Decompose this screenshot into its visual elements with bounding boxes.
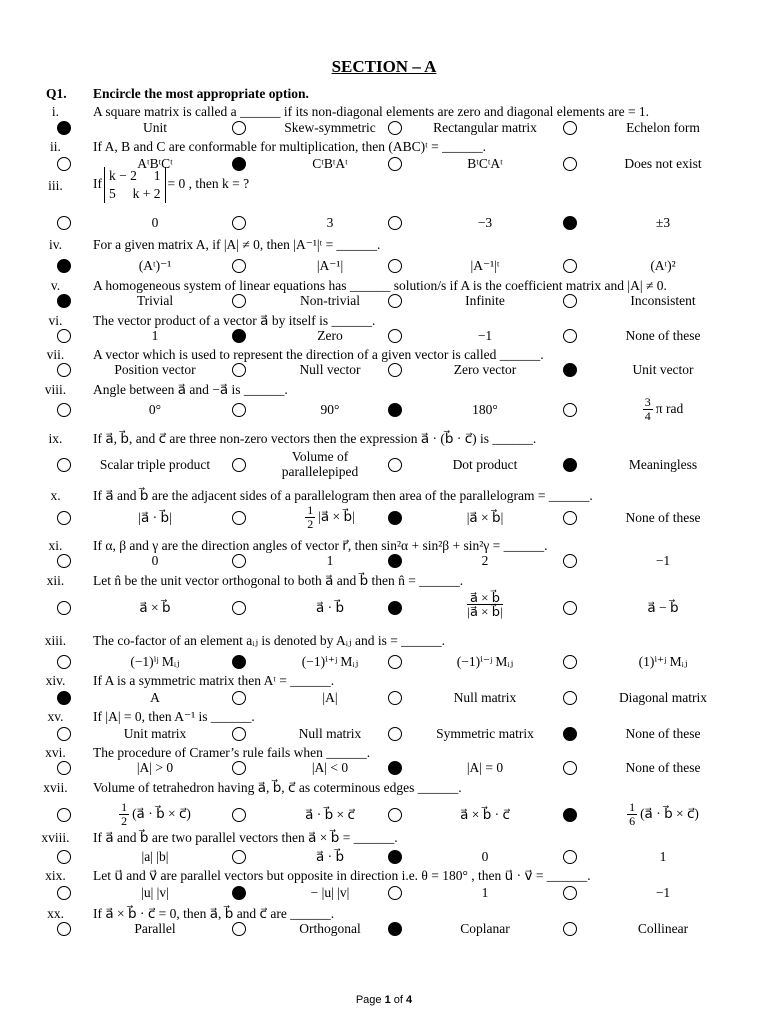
option-radio[interactable] [232, 655, 246, 669]
fraction [627, 801, 637, 828]
option-label[interactable]: Trivial [136, 293, 174, 308]
option-radio[interactable] [388, 121, 402, 135]
option-label[interactable]: |A⁻¹|ᵗ [470, 258, 500, 273]
option-label[interactable] [410, 591, 560, 618]
option-radio[interactable] [563, 850, 577, 864]
item-text: If a⃗ and b⃗ are the adjacent sides of a parallelogram then area of the parallelogram = ______. [93, 488, 593, 503]
fraction-denominator: 6 [629, 814, 636, 828]
option-radio[interactable] [388, 691, 402, 705]
item-text: The co-factor of an element aᵢⱼ is denoted by Aᵢⱼ and is = ______. [93, 633, 446, 648]
item-number: ix. [48, 431, 63, 446]
fraction-denominator: 2 [307, 517, 314, 531]
fraction-denominator: 4 [644, 409, 651, 423]
option-label[interactable]: Echelon form [626, 120, 700, 135]
option-radio[interactable] [232, 363, 246, 377]
option-label[interactable]: 1 [326, 553, 334, 568]
item-text: If |A| = 0, then A⁻¹ is ______. [93, 709, 255, 724]
item-number: iii. [48, 178, 63, 193]
item-number: ii. [50, 139, 61, 154]
fraction-numerator: 3 [644, 395, 651, 409]
item-text: A vector which is used to represent the direction of a given vector is called ______. [93, 347, 544, 362]
option-label[interactable]: a⃗ · b⃗ × c⃗ [305, 807, 355, 822]
option-radio[interactable] [232, 403, 246, 417]
item-number: x. [50, 488, 61, 503]
option-label[interactable]: Infinite [465, 293, 505, 308]
option-label[interactable]: ±3 [655, 215, 671, 230]
option-label[interactable]: Diagonal matrix [618, 690, 708, 705]
fraction-denominator: 2 [121, 814, 128, 828]
option-label[interactable]: a⃗ × b⃗ · c⃗ [460, 807, 510, 822]
fraction [119, 801, 129, 828]
item-text: The procedure of Cramer’s rule fails when ______. [93, 745, 371, 760]
option-label[interactable]: Symmetric matrix [436, 726, 534, 741]
option-text: (a⃗ · b⃗ × c⃗) [132, 805, 191, 821]
option-label[interactable]: BᵗCᵗAᵗ [467, 156, 503, 171]
option-label[interactable]: Does not exist [624, 156, 702, 171]
option-radio[interactable] [563, 808, 577, 822]
option-radio[interactable] [57, 363, 71, 377]
page-footer [0, 994, 768, 1006]
option-radio[interactable] [232, 259, 246, 273]
item-text: A square matrix is called a ______ if its non-diagonal elements are zero and diagonal elements are = 1. [93, 104, 650, 119]
option-label[interactable]: 2 [481, 553, 489, 568]
option-label[interactable]: Skew-symmetric [284, 120, 376, 135]
option-label[interactable]: (−1)ⁱʲ Mᵢⱼ [130, 654, 180, 669]
det-row: 5 k + 2 [109, 186, 161, 201]
determinant [104, 167, 166, 203]
option-radio[interactable] [388, 458, 402, 472]
item-number: xx. [47, 906, 64, 921]
fraction-numerator: 1 [121, 800, 128, 814]
item-text-tail: = 0 , then k = ? [167, 176, 250, 192]
option-radio[interactable] [232, 329, 246, 343]
option-label[interactable]: |A| = 0 [466, 760, 504, 775]
option-label[interactable]: Non-trivial [300, 293, 360, 308]
option-label[interactable]: Null matrix [298, 726, 362, 741]
option-label[interactable]: 180° [472, 402, 498, 417]
item-text: If α, β and γ are the direction angles of vector r⃗, then sin²α + sin²β + sin²γ = ______. [93, 538, 548, 553]
option-radio[interactable] [563, 886, 577, 900]
question-number: Q1. [46, 86, 67, 101]
option-label[interactable]: Volume of parallelepiped [281, 449, 359, 479]
item-text: Volume of tetrahedron having a⃗, b⃗, c⃗ as coterminous edges ______. [93, 780, 462, 795]
option-radio[interactable] [388, 886, 402, 900]
option-label[interactable]: |A| < 0 [311, 760, 349, 775]
option-label[interactable]: |A| > 0 [136, 760, 174, 775]
option-radio[interactable] [57, 691, 71, 705]
option-label[interactable]: Zero vector [453, 362, 517, 377]
option-label[interactable] [255, 504, 405, 531]
item-number: xi. [48, 538, 63, 553]
fraction [643, 396, 653, 423]
item-text: If A, B and C are conformable for multiplication, then (ABC)ᵗ = ______. [93, 139, 486, 154]
option-label[interactable]: Null matrix [453, 690, 517, 705]
option-label[interactable] [80, 801, 230, 828]
option-radio[interactable] [388, 403, 402, 417]
option-radio[interactable] [388, 363, 402, 377]
option-label[interactable]: 0 [481, 849, 489, 864]
option-label[interactable]: Collinear [637, 921, 689, 936]
option-radio[interactable] [57, 850, 71, 864]
option-radio[interactable] [232, 458, 246, 472]
item-number: viii. [44, 382, 67, 397]
option-radio[interactable] [563, 363, 577, 377]
option-label[interactable]: 0 [151, 215, 159, 230]
option-label[interactable]: 1 [481, 885, 489, 900]
fraction-numerator: 1 [629, 800, 636, 814]
item-text: If A is a symmetric matrix then Aᵗ = ______. [93, 673, 335, 688]
item-text: Let u⃗ and v⃗ are parallel vectors but opposite in direction i.e. θ = 180° , then u⃗ · v⃗ = ______. [93, 868, 591, 883]
option-radio[interactable] [232, 808, 246, 822]
option-radio[interactable] [388, 259, 402, 273]
option-radio[interactable] [563, 554, 577, 568]
fraction-denominator: |a⃗ × b⃗| [467, 604, 503, 619]
option-radio[interactable] [388, 808, 402, 822]
option-label[interactable]: AᵗBᵗCᵗ [137, 156, 173, 171]
option-radio[interactable] [57, 922, 71, 936]
item-number: vi. [48, 313, 63, 328]
item-text: The vector product of a vector a⃗ by itself is ______. [93, 313, 376, 328]
option-label[interactable]: −1 [655, 553, 671, 568]
option-radio[interactable] [563, 403, 577, 417]
fraction [467, 591, 502, 618]
option-label[interactable]: −1 [477, 328, 493, 343]
option-label[interactable] [588, 396, 738, 423]
option-radio[interactable] [563, 329, 577, 343]
option-radio[interactable] [57, 554, 71, 568]
option-label[interactable]: |u| |v| [141, 885, 169, 900]
option-radio[interactable] [388, 727, 402, 741]
option-radio[interactable] [563, 761, 577, 775]
option-radio[interactable] [57, 259, 71, 273]
option-radio[interactable] [563, 259, 577, 273]
option-label[interactable]: 0° [148, 402, 162, 417]
option-radio[interactable] [563, 655, 577, 669]
option-label[interactable]: A [150, 690, 160, 705]
option-radio[interactable] [57, 403, 71, 417]
item-text [93, 167, 753, 203]
option-label[interactable]: (−1)ⁱ⁺ʲ Mᵢⱼ [301, 654, 359, 669]
option-label[interactable]: a⃗ · b⃗ [315, 849, 345, 864]
option-radio[interactable] [232, 850, 246, 864]
option-label[interactable]: None of these [625, 760, 701, 775]
option-text: π rad [655, 400, 684, 416]
item-text: If a⃗, b⃗, and c⃗ are three non-zero vectors then the expression a⃗ · (b⃗ · c⃗) is ______. [93, 431, 537, 446]
option-radio[interactable] [57, 458, 71, 472]
item-number: xiv. [45, 673, 66, 688]
option-radio[interactable] [232, 294, 246, 308]
option-label[interactable]: Orthogonal [299, 921, 361, 936]
fraction [305, 504, 315, 531]
option-radio[interactable] [563, 727, 577, 741]
det-row: k − 2 1 [109, 168, 161, 183]
item-number: i. [51, 104, 60, 119]
option-radio[interactable] [388, 922, 402, 936]
option-radio[interactable] [388, 761, 402, 775]
item-number: vii. [46, 347, 65, 362]
page-label: Page [355, 994, 382, 1006]
option-radio[interactable] [563, 294, 577, 308]
option-radio[interactable] [57, 511, 71, 525]
fraction-numerator: a⃗ × b⃗ [467, 591, 502, 605]
option-label[interactable]: None of these [625, 726, 701, 741]
item-text: A homogeneous system of linear equations has ______ solution/s if A is the coefficient matrix and |A| ≠ 0. [93, 278, 667, 293]
section-title: SECTION – A [331, 57, 437, 76]
page-total: 4 [406, 994, 413, 1006]
option-radio[interactable] [232, 727, 246, 741]
option-radio[interactable] [232, 691, 246, 705]
option-radio[interactable] [388, 655, 402, 669]
option-radio[interactable] [232, 761, 246, 775]
option-label[interactable]: −3 [477, 215, 493, 230]
option-radio[interactable] [57, 808, 71, 822]
option-radio[interactable] [563, 511, 577, 525]
option-label[interactable]: CᵗBᵗAᵗ [312, 156, 348, 171]
option-radio[interactable] [388, 554, 402, 568]
option-label[interactable]: 3 [326, 215, 334, 230]
option-radio[interactable] [57, 121, 71, 135]
option-radio[interactable] [388, 511, 402, 525]
option-label[interactable]: a⃗ × b⃗ [139, 600, 171, 615]
option-label[interactable]: Inconsistent [630, 293, 696, 308]
option-label[interactable]: Scalar triple product [99, 457, 211, 472]
option-radio[interactable] [388, 216, 402, 230]
option-radio[interactable] [388, 601, 402, 615]
option-label[interactable]: |A| [322, 690, 338, 705]
option-label[interactable]: 1 [659, 849, 667, 864]
item-number: xii. [46, 573, 65, 588]
option-radio[interactable] [232, 922, 246, 936]
option-label[interactable]: Unit vector [632, 362, 694, 377]
option-radio[interactable] [57, 727, 71, 741]
item-number: xix. [45, 868, 66, 883]
item-number: iv. [49, 237, 62, 252]
item-number: xvi. [45, 745, 66, 760]
option-label[interactable]: None of these [625, 328, 701, 343]
item-text: Angle between a⃗ and −a⃗ is ______. [93, 382, 288, 397]
option-label[interactable]: |a⃗ · b⃗| [138, 510, 172, 525]
option-label[interactable]: Position vector [114, 362, 196, 377]
option-radio[interactable] [57, 601, 71, 615]
question-header [0, 86, 768, 104]
question-instruction: Encircle the most appropriate option. [93, 86, 309, 101]
option-radio[interactable] [563, 458, 577, 472]
option-label[interactable]: Null vector [299, 362, 361, 377]
option-label[interactable]: − |u| |v| [310, 885, 350, 900]
option-radio[interactable] [563, 691, 577, 705]
option-radio[interactable] [388, 294, 402, 308]
option-label[interactable]: Meaningless [628, 457, 698, 472]
option-label[interactable]: Parallel [134, 921, 176, 936]
item-number: xv. [47, 709, 64, 724]
item-text: If a⃗ × b⃗ · c⃗ = 0, then a⃗, b⃗ and c⃗ are ______. [93, 906, 335, 921]
option-radio[interactable] [563, 601, 577, 615]
item-text: For a given matrix A, if |A| ≠ 0, then |A⁻¹|ᵗ = ______. [93, 237, 381, 252]
page-number: 1 [384, 994, 391, 1006]
option-label[interactable]: a⃗ · b⃗ [315, 600, 345, 615]
of-label: of [393, 994, 403, 1006]
option-label[interactable]: (Aᵗ)² [650, 258, 676, 273]
option-label[interactable] [588, 801, 738, 828]
item-number: xiii. [44, 633, 67, 648]
item-text: If a⃗ and b⃗ are two parallel vectors then a⃗ × b⃗ = ______. [93, 830, 398, 845]
option-radio[interactable] [232, 511, 246, 525]
option-radio[interactable] [57, 886, 71, 900]
item-text-lead: If [93, 176, 102, 192]
option-radio[interactable] [232, 601, 246, 615]
item-text: Let n̂ be the unit vector orthogonal to both a⃗ and b⃗ then n̂ = ______. [93, 573, 464, 588]
option-radio[interactable] [57, 216, 71, 230]
option-text: |a⃗ × b⃗| [318, 508, 355, 524]
option-label[interactable]: (−1)ⁱ⁻ʲ Mᵢⱼ [456, 654, 514, 669]
item-number: xvii. [43, 780, 68, 795]
option-radio[interactable] [232, 121, 246, 135]
option-label[interactable]: −1 [655, 885, 671, 900]
option-label[interactable]: Dot product [452, 457, 518, 472]
option-radio[interactable] [57, 655, 71, 669]
option-radio[interactable] [57, 294, 71, 308]
item-number: v. [50, 278, 61, 293]
option-label[interactable]: (1)ⁱ⁺ʲ Mᵢⱼ [638, 654, 688, 669]
option-label[interactable]: Zero [317, 328, 343, 343]
option-label[interactable]: Unit [142, 120, 167, 135]
option-radio[interactable] [563, 922, 577, 936]
option-text: (a⃗ · b⃗ × c⃗) [640, 805, 699, 821]
item-number: xviii. [41, 830, 70, 845]
option-label[interactable]: 90° [320, 402, 340, 417]
option-radio[interactable] [232, 216, 246, 230]
option-radio[interactable] [563, 216, 577, 230]
option-radio[interactable] [57, 761, 71, 775]
option-label[interactable]: Coplanar [460, 921, 510, 936]
option-radio[interactable] [57, 329, 71, 343]
fraction-numerator: 1 [307, 503, 314, 517]
option-label[interactable]: |A⁻¹| [316, 258, 344, 273]
option-radio[interactable] [57, 157, 71, 171]
option-label[interactable]: Rectangular matrix [433, 120, 537, 135]
option-radio[interactable] [388, 329, 402, 343]
option-label[interactable]: 1 [151, 328, 159, 343]
option-radio[interactable] [563, 121, 577, 135]
option-radio[interactable] [232, 886, 246, 900]
option-radio[interactable] [388, 850, 402, 864]
option-label[interactable]: |a| |b| [141, 849, 169, 864]
option-label[interactable]: 0 [151, 553, 159, 568]
option-label[interactable]: None of these [625, 510, 701, 525]
option-label[interactable]: (Aᵗ)⁻¹ [138, 258, 172, 273]
option-label[interactable]: Unit matrix [123, 726, 187, 741]
option-label[interactable]: a⃗ − b⃗ [647, 600, 679, 615]
option-radio[interactable] [232, 554, 246, 568]
option-label[interactable]: |a⃗ × b⃗| [466, 510, 504, 525]
